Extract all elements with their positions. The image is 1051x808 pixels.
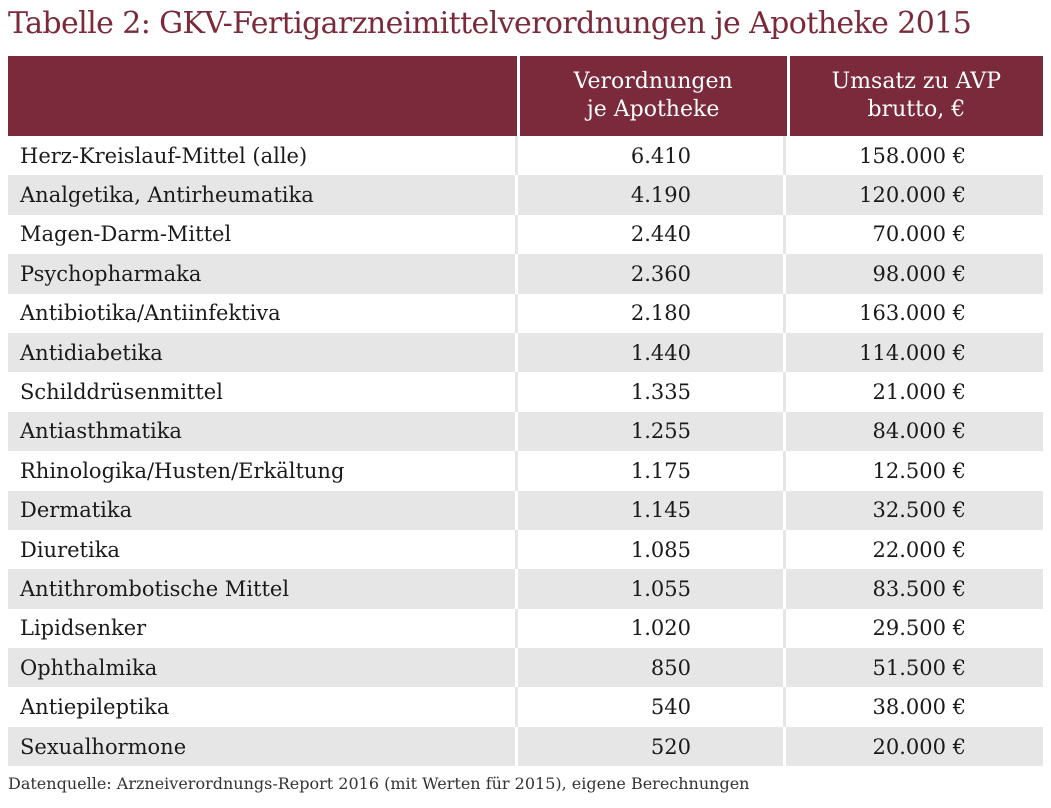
- cell-revenue: 51.500 €: [872, 655, 966, 680]
- cell-revenue: 120.000 €: [859, 183, 966, 208]
- data-table: [8, 56, 1043, 766]
- cell-orders: 2.180: [518, 294, 786, 333]
- cell-revenue: 70.000 €: [872, 222, 966, 247]
- cell-orders: 2.360: [518, 254, 786, 293]
- cell-revenue: 21.000 €: [872, 380, 966, 405]
- table-row: [8, 727, 1043, 766]
- cell-revenue: 29.500 €: [872, 616, 966, 641]
- cell-category: Antiasthmatika: [8, 412, 518, 451]
- cell-category: Psychopharmaka: [8, 254, 518, 293]
- header-cell-revenue: [790, 56, 1043, 136]
- cell-orders: 2.440: [518, 215, 786, 254]
- table-row: [8, 609, 1043, 648]
- cell-orders: 540: [518, 687, 786, 726]
- header-orders-line2: je Apotheke: [586, 97, 720, 122]
- table-body: [8, 136, 1043, 766]
- cell-orders: 1.055: [518, 569, 786, 608]
- table-row: [8, 687, 1043, 726]
- source-note: Datenquelle: Arzneiverordnungs-Report 2016 (mit Werten für 2015), eigene Berechnungen: [8, 774, 750, 793]
- cell-orders: 1.175: [518, 451, 786, 490]
- table-row: [8, 530, 1043, 569]
- table-row: [8, 294, 1043, 333]
- table-header: [8, 56, 1043, 136]
- cell-category: Herz-Kreislauf-Mittel (alle): [8, 136, 518, 175]
- table-title: Tabelle 2: GKV-Fertigarzneimittelverordnungen je Apotheke 2015: [8, 6, 972, 41]
- table-row: [8, 451, 1043, 490]
- cell-orders: 1.085: [518, 530, 786, 569]
- table-row: [8, 648, 1043, 687]
- table-row: [8, 569, 1043, 608]
- cell-category: Diuretika: [8, 530, 518, 569]
- cell-category: Antidiabetika: [8, 333, 518, 372]
- cell-category: Magen-Darm-Mittel: [8, 215, 518, 254]
- header-revenue-line1: Umsatz zu AVP: [831, 69, 1002, 94]
- cell-revenue: 158.000 €: [859, 143, 966, 168]
- cell-orders: 1.440: [518, 333, 786, 372]
- cell-orders: 1.020: [518, 609, 786, 648]
- cell-category: Antithrombotische Mittel: [8, 569, 518, 608]
- cell-category: Lipidsenker: [8, 609, 518, 648]
- cell-category: Ophthalmika: [8, 648, 518, 687]
- header-orders-line1: Verordnungen: [573, 69, 733, 94]
- cell-category: Antibiotika/Antiinfektiva: [8, 294, 518, 333]
- cell-orders: 850: [518, 648, 786, 687]
- cell-revenue: 12.500 €: [872, 458, 966, 483]
- cell-revenue: 32.500 €: [872, 498, 966, 523]
- cell-revenue: 22.000 €: [872, 537, 966, 562]
- cell-category: Analgetika, Antirheumatika: [8, 175, 518, 214]
- table-row: [8, 372, 1043, 411]
- table-row: [8, 175, 1043, 214]
- table-row: [8, 333, 1043, 372]
- table-row: [8, 215, 1043, 254]
- cell-revenue: 98.000 €: [872, 261, 966, 286]
- table-row: [8, 412, 1043, 451]
- cell-revenue: 38.000 €: [872, 695, 966, 720]
- cell-category: Antiepileptika: [8, 687, 518, 726]
- cell-orders: 6.410: [518, 136, 786, 175]
- cell-category: Schilddrüsenmittel: [8, 372, 518, 411]
- cell-revenue: 114.000 €: [859, 340, 966, 365]
- cell-orders: 1.145: [518, 491, 786, 530]
- cell-category: Sexualhormone: [8, 727, 518, 766]
- cell-orders: 520: [518, 727, 786, 766]
- cell-orders: 1.255: [518, 412, 786, 451]
- header-cell-orders: [520, 56, 790, 136]
- cell-orders: 1.335: [518, 372, 786, 411]
- cell-revenue: 84.000 €: [872, 419, 966, 444]
- cell-revenue: 83.500 €: [872, 576, 966, 601]
- table-row: [8, 491, 1043, 530]
- table-row: [8, 136, 1043, 175]
- cell-category: Dermatika: [8, 491, 518, 530]
- header-cell-category: [8, 56, 520, 136]
- cell-revenue: 163.000 €: [859, 301, 966, 326]
- header-revenue-line2: brutto, €: [867, 97, 966, 122]
- cell-category: Rhinologika/Husten/Erkältung: [8, 451, 518, 490]
- cell-revenue: 20.000 €: [872, 734, 966, 759]
- cell-orders: 4.190: [518, 175, 786, 214]
- table-row: [8, 254, 1043, 293]
